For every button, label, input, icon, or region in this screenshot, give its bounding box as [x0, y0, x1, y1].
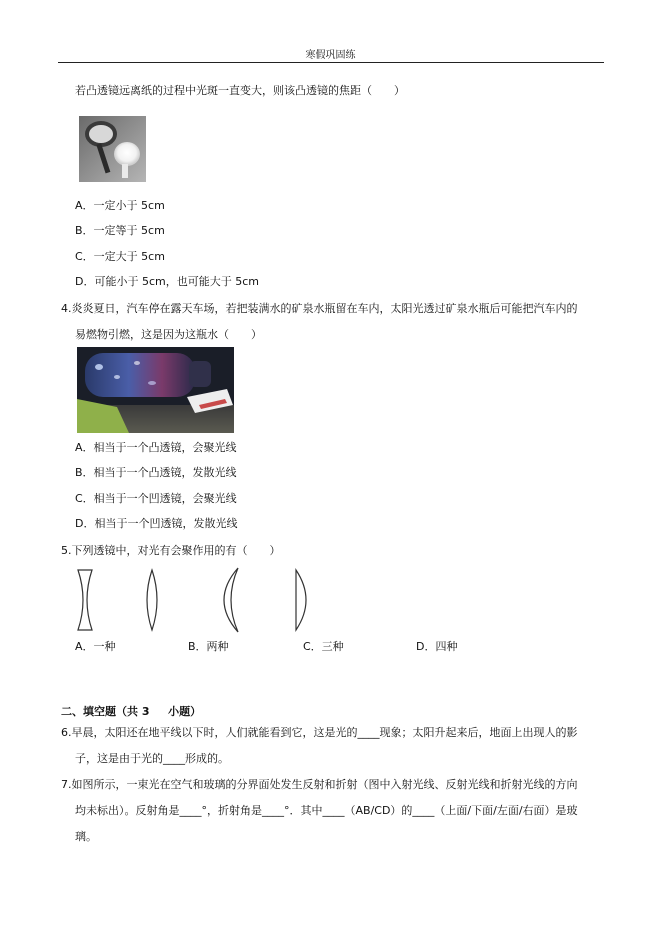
q5-option-a: A．一种 — [75, 640, 116, 653]
q5-option-b: B．两种 — [188, 640, 229, 653]
meniscus-lens-icon — [224, 568, 238, 632]
page-header-title: 寒假巩固练 — [305, 50, 356, 61]
magnifier-lens-image — [79, 116, 146, 182]
q3-option-b: B．一定等于 5cm — [75, 224, 165, 237]
water-bottle-image — [77, 347, 234, 433]
q4-stem-line2: 易燃物引燃，这是因为这瓶水（ ） — [75, 328, 262, 341]
q3-option-d: D．可能小于 5cm，也可能大于 5cm — [75, 275, 259, 288]
q4-option-a: A．相当于一个凸透镜，会聚光线 — [75, 441, 237, 454]
q6-line2: 子，这是由于光的____形成的。 — [75, 752, 229, 765]
header-divider — [58, 62, 604, 63]
q5-option-c: C．三种 — [303, 640, 344, 653]
q5-lens-figures — [60, 566, 330, 636]
q6-line1: 6.早晨，太阳还在地平线以下时，人们就能看到它，这是光的____现象；太阳升起来后，地面上出现人的影 — [61, 726, 578, 739]
biconcave-lens-icon — [78, 570, 92, 630]
q7-line1: 7.如图所示，一束光在空气和玻璃的分界面处发生反射和折射（图中入射光线、反射光线和折射光线的方向 — [61, 778, 578, 791]
biconvex-lens-icon — [147, 570, 157, 630]
q4-stem-line1: 4.炎炎夏日，汽车停在露天车场，若把装满水的矿泉水瓶留在车内，太阳光透过矿泉水瓶后可能把汽车内的 — [61, 302, 578, 315]
q7-line3: 璃。 — [75, 830, 97, 843]
q4-option-b: B．相当于一个凸透镜，发散光线 — [75, 466, 237, 479]
q3-option-c: C．一定大于 5cm — [75, 250, 165, 263]
q4-option-d: D．相当于一个凹透镜，发散光线 — [75, 517, 238, 530]
q4-option-c: C．相当于一个凹透镜，会聚光线 — [75, 492, 237, 505]
q3-stem: 若凸透镜远离纸的过程中光斑一直变大，则该凸透镜的焦距（ ） — [75, 84, 405, 97]
plano-convex-lens-icon — [296, 570, 306, 630]
q4-bottle-photo — [77, 347, 234, 433]
section-fill-in-title: 二、填空题（共 3 小题） — [61, 705, 202, 718]
q3-magnifier-photo — [79, 116, 146, 182]
q5-stem: 5.下列透镜中，对光有会聚作用的有（ ） — [61, 544, 281, 557]
q7-line2: 均未标出）。反射角是____°，折射角是____°．其中____（AB/CD）的____（上面/下面/左面/右面）是玻 — [75, 804, 578, 817]
q3-option-a: A．一定小于 5cm — [75, 199, 165, 212]
q5-option-d: D．四种 — [416, 640, 458, 653]
